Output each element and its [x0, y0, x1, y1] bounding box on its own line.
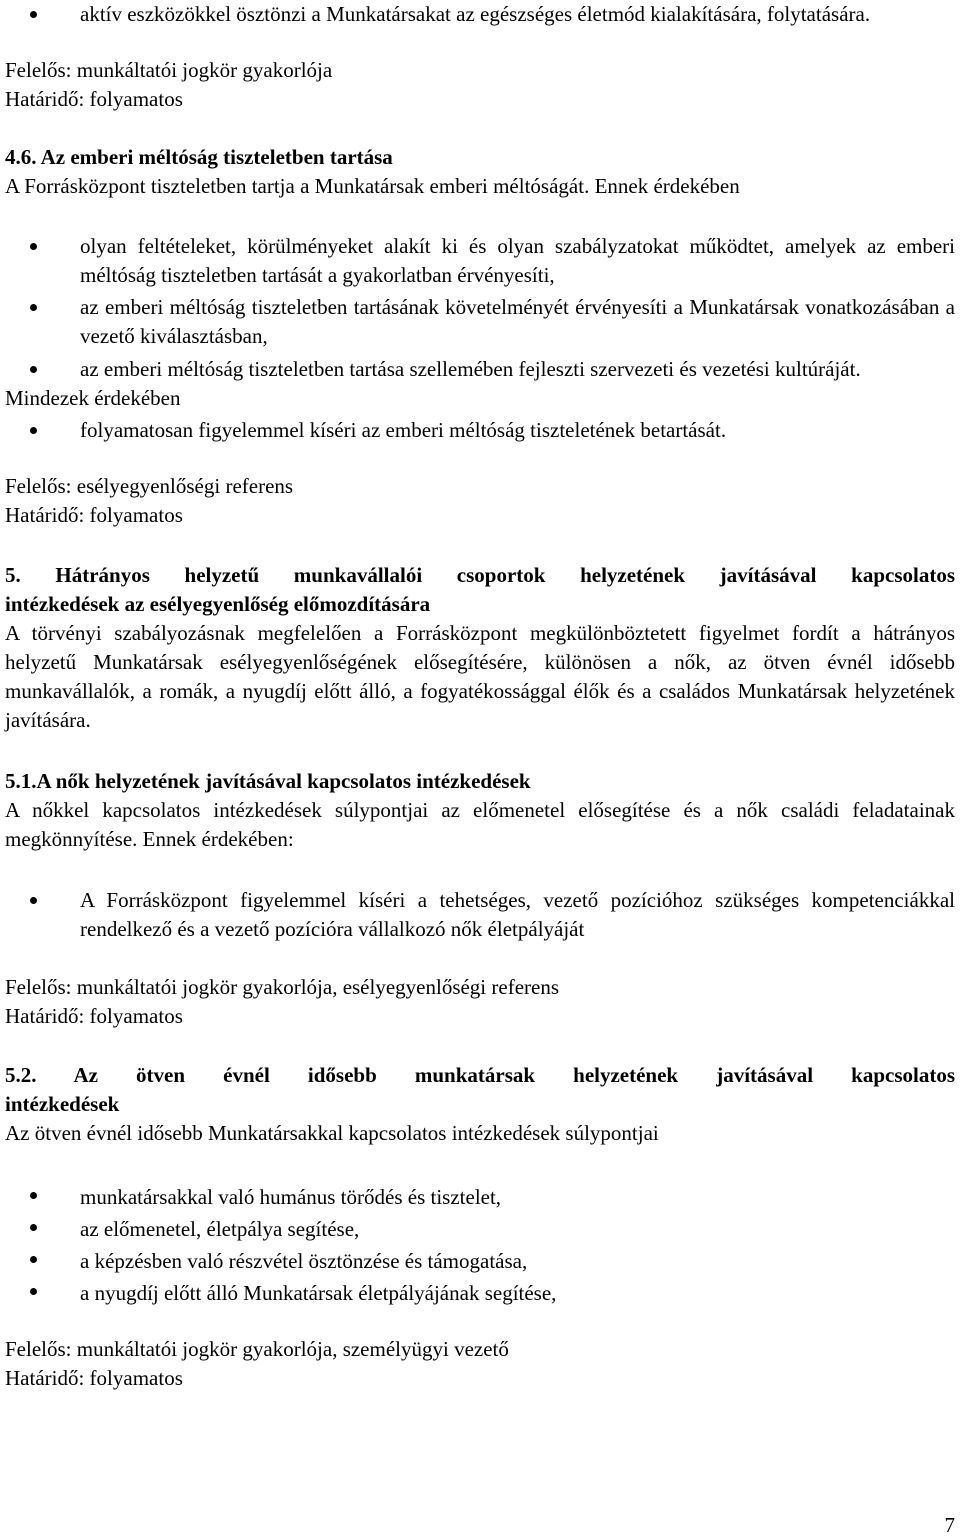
bullet-list-4-6: [5, 232, 955, 384]
page-number: 7: [944, 1513, 955, 1537]
document-page: [5, 0, 955, 1393]
responsible-line: Felelős: esélyegyenlőségi referens: [5, 474, 294, 498]
deadline-line: Határidő: folyamatos: [5, 1366, 183, 1390]
list-item: A Forrásközpont figyelemmel kíséri a tehetséges, vezető pozícióhoz szükséges kompetenciákkal rendelkező és a vezető pozícióra vállalkozó nők életpályáját: [5, 886, 955, 944]
section-intro: A Forrásközpont tiszteletben tartja a Munkatársak emberi méltóságát. Ennek érdekében: [5, 174, 740, 198]
list-item: folyamatosan figyelemmel kíséri az emberi méltóság tiszteletének betartását.: [5, 416, 955, 445]
deadline-line: Határidő: folyamatos: [5, 1004, 183, 1028]
list-item: munkatársakkal való humánus törődés és tisztelet,: [5, 1181, 955, 1213]
section-heading-5: 5. Hátrányos helyzetű munkavállalói csoportok helyzetének javításával kapcsolatos: [5, 563, 955, 587]
responsible-line: Felelős: munkáltatói jogkör gyakorlója, személyügyi vezető: [5, 1337, 509, 1361]
section-heading-5-2: 5.2. Az ötven évnél idősebb munkatársak helyzetének javításával kapcsolatos: [5, 1063, 955, 1087]
section-body: A nőkkel kapcsolatos intézkedések súlypontjai az előmenetel elősegítése és a nők családi feladatainak megkönnyítése. Ennek érdekében:: [5, 798, 955, 851]
section-intro: Az ötven évnél idősebb Munkatársakkal kapcsolatos intézkedések súlypontjai: [5, 1121, 659, 1145]
section-body: A törvényi szabályozásnak megfelelően a Forrásközpont megkülönböztetett figyelmet fordít a hátrányos helyzetű Munkatársak esélyegyenlőségének elősegítésére, különösen a nők, az ötven évnél idősebb munkavállalók, a romák, a nyugdíj előtt álló, a fogyatékossággal élők és a családos Munkatársak helyzetének javítására.: [5, 621, 955, 732]
list-item: olyan feltételeket, körülményeket alakít ki és olyan szabályzatokat működtet, amelyek az emberi méltóság tiszteletben tartását a gyakorlatban érvényesíti,: [5, 232, 955, 290]
list-item: az emberi méltóság tiszteletben tartásának követelményét érvényesíti a Munkatársak vonatkozásában a vezető kiválasztásban,: [5, 293, 955, 351]
bullet-list-5-2: [5, 1181, 955, 1309]
responsible-line: Felelős: munkáltatói jogkör gyakorlója: [5, 58, 333, 82]
list-item: az emberi méltóság tiszteletben tartása szellemében fejleszti szervezeti és vezetési kultúráját.: [5, 355, 955, 384]
list-item: az előmenetel, életpálya segítése,: [5, 1213, 955, 1245]
responsible-line: Felelős: munkáltatói jogkör gyakorlója, esélyegyenlőségi referens: [5, 975, 560, 999]
section-heading-4-6: 4.6. Az emberi méltóság tiszteletben tartása: [5, 145, 393, 169]
section-heading-5-cont: intézkedések az esélyegyenlőség előmozdítására: [5, 592, 431, 616]
list-item: aktív eszközökkel ösztönzi a Munkatársakat az egészséges életmód kialakítására, folytatására.: [5, 0, 955, 29]
bullet-list-5-1: [5, 886, 955, 944]
list-item: a képzésben való részvétel ösztönzése és támogatása,: [5, 1245, 955, 1277]
deadline-line: Határidő: folyamatos: [5, 87, 183, 111]
mindezek-line: Mindezek érdekében: [5, 386, 181, 410]
bullet-list-4-6b: [5, 416, 955, 445]
list-item: a nyugdíj előtt álló Munkatársak életpályájának segítése,: [5, 1277, 955, 1309]
bullet-list-top: [5, 0, 955, 29]
section-heading-5-1: 5.1.A nők helyzetének javításával kapcsolatos intézkedések: [5, 769, 531, 793]
deadline-line: Határidő: folyamatos: [5, 503, 183, 527]
section-heading-5-2-cont: intézkedések: [5, 1092, 120, 1116]
